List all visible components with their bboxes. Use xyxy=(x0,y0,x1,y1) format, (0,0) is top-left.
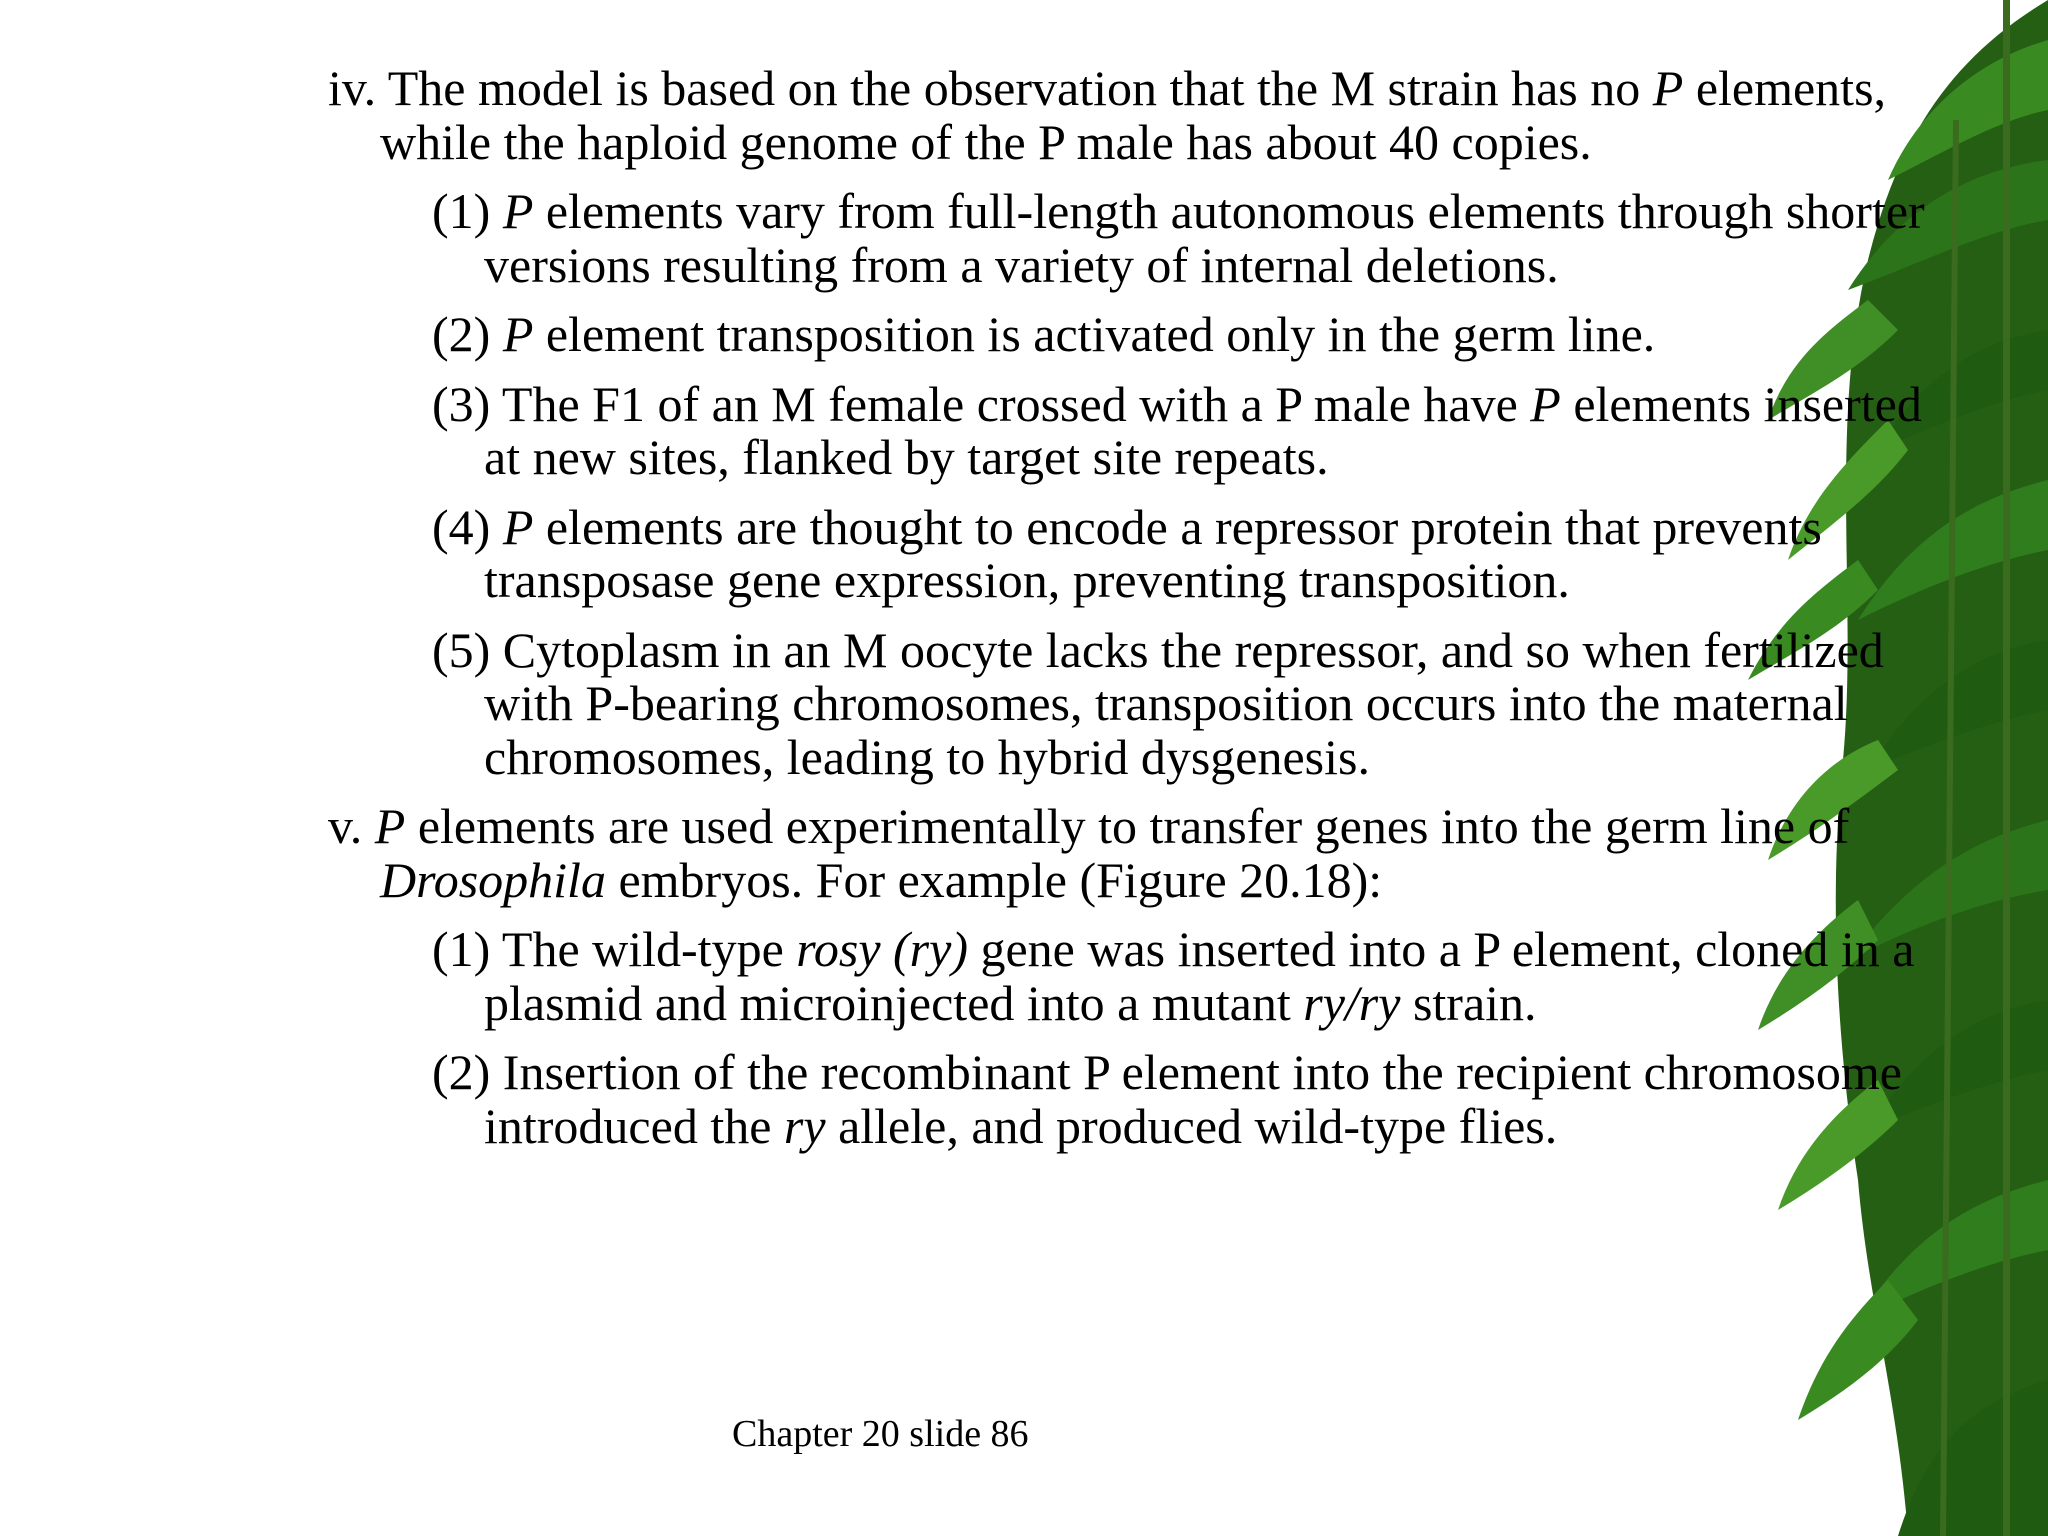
bullet-iv-4: (4) P elements are thought to encode a repressor protein that prevents transposase gene expression, preventing transposition. xyxy=(432,498,1822,608)
slide-footer: Chapter 20 slide 86 xyxy=(732,1413,1029,1455)
bullet-iv-5: (5) Cytoplasm in an M oocyte lacks the repressor, and so when fertilized with P-bearing chromosomes, transposition occurs into the maternal chromosomes, leading to hybrid dysgenesis. xyxy=(432,621,1884,785)
bullet-iv-1: (1) P elements vary from full-length autonomous elements through shorter versions resulting from a variety of internal deletions. xyxy=(432,183,1925,293)
slide-body xyxy=(328,62,1968,1169)
bullet-iv-3: (3) The F1 of an M female crossed with a P male have P elements inserted at new sites, flanked by target site repeats. xyxy=(432,375,1922,485)
bullet-iv-2: (2) P element transposition is activated only in the germ line. xyxy=(432,306,1656,362)
bullet-v-1: (1) The wild-type rosy (ry) gene was inserted into a P element, cloned in a plasmid and microinjected into a mutant ry/ry strain. xyxy=(432,921,1915,1031)
bullet-v-2: (2) Insertion of the recombinant P element into the recipient chromosome introduced the ry allele, and produced wild-type flies. xyxy=(432,1044,1902,1154)
bullet-iv: iv. The model is based on the observation that the M strain has no P elements, while the haploid genome of the P male has about 40 copies. xyxy=(328,60,1887,170)
bullet-v: v. P elements are used experimentally to transfer genes into the germ line of Drosophila embryos. For example (Figure 20.18): xyxy=(328,798,1850,908)
